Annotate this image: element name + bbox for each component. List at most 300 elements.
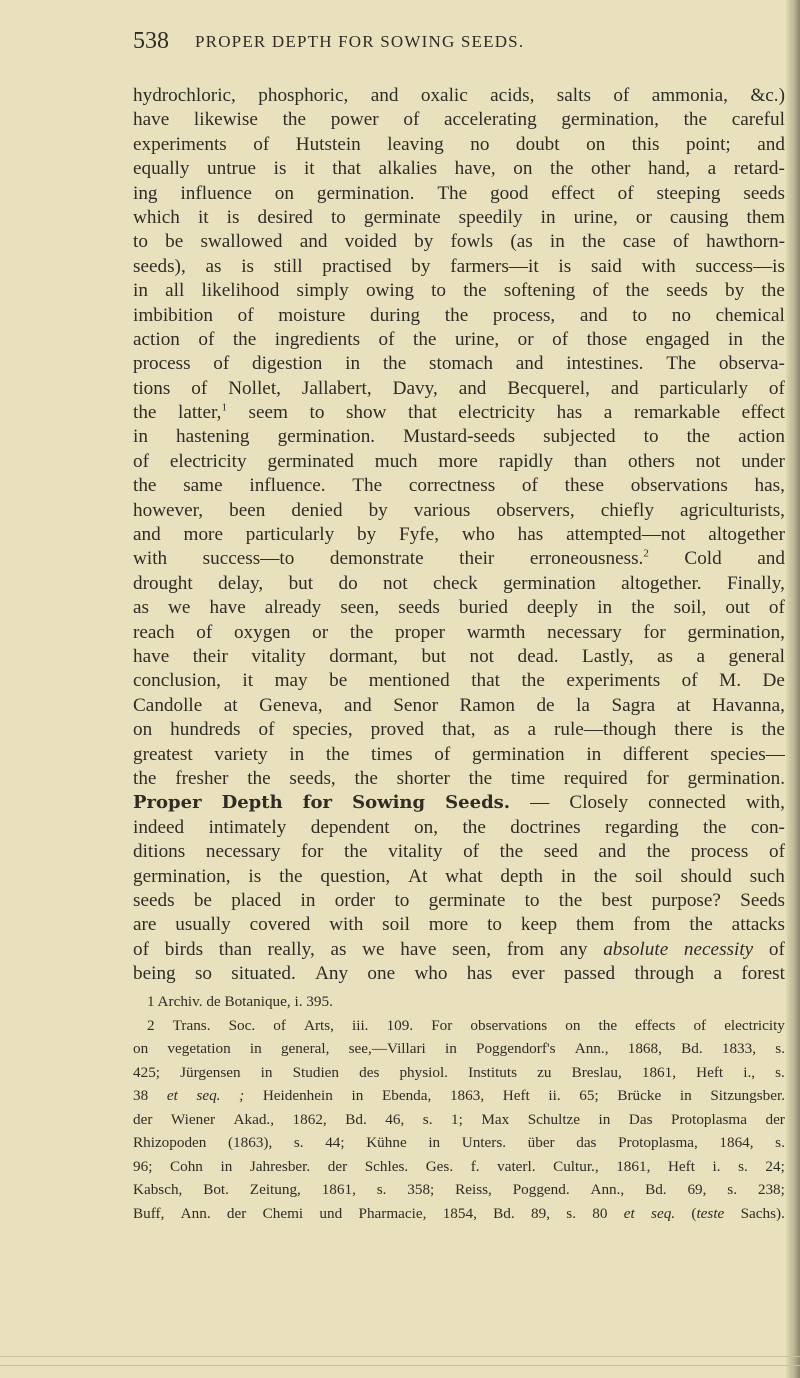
text-segment: Ann., [590, 1181, 625, 1198]
text-segment: intestines. [566, 353, 644, 375]
text-segment: Fyfe, [399, 524, 439, 546]
text-segment: to [309, 402, 325, 424]
text-segment: s. [293, 1134, 304, 1151]
word [775, 1131, 785, 1155]
text-segment: The [666, 353, 697, 375]
text-segment: acids, [490, 85, 535, 106]
word [642, 1061, 676, 1085]
text-segment: the [247, 767, 271, 789]
word [590, 1178, 624, 1202]
text-segment: the [413, 328, 437, 350]
text-segment: on, [414, 816, 439, 838]
text-line [133, 767, 785, 791]
word [564, 962, 615, 986]
text-segment: observations [470, 1016, 548, 1034]
text-line [133, 621, 785, 645]
word [636, 206, 652, 230]
text-segment: stomach [429, 353, 493, 375]
word [633, 913, 670, 937]
word [133, 401, 156, 425]
word [740, 889, 785, 913]
text-line [133, 669, 785, 693]
word [403, 108, 419, 132]
word [133, 621, 175, 645]
text-segment: Finally, [726, 572, 785, 594]
word [652, 889, 721, 913]
text-segment: altogether [708, 524, 785, 546]
word [566, 352, 643, 376]
word [181, 1202, 211, 1226]
word [133, 913, 156, 937]
word [408, 865, 427, 889]
word [234, 1108, 275, 1132]
text-segment: for [646, 767, 669, 789]
word [250, 913, 311, 937]
word [242, 669, 253, 693]
text-segment: Das [628, 1110, 653, 1128]
text-segment: The [352, 475, 383, 497]
word [283, 108, 306, 132]
word [429, 352, 493, 376]
word [554, 718, 656, 742]
text-segment: it [242, 670, 254, 692]
word [727, 1178, 737, 1202]
word [167, 1037, 230, 1061]
text-segment: placed [231, 889, 282, 911]
text-segment: 46, [385, 1110, 405, 1128]
section-heading: Sowing [352, 792, 426, 814]
text-segment: correctness [408, 475, 496, 497]
word [344, 694, 372, 718]
text-segment: no [671, 304, 691, 326]
text-segment: in [289, 743, 305, 765]
text-segment: to [524, 889, 540, 911]
word [632, 133, 660, 157]
text-segment: und [319, 1204, 343, 1222]
text-segment: them [575, 914, 615, 936]
text-segment: at [223, 694, 238, 716]
word [398, 596, 440, 620]
word [510, 230, 532, 254]
word [741, 450, 785, 474]
word [604, 401, 613, 425]
word [437, 182, 467, 206]
word [719, 352, 785, 376]
word [537, 1061, 551, 1085]
text-segment: Cohn [169, 1157, 203, 1175]
word [629, 1108, 653, 1132]
text-line [133, 596, 785, 620]
word [133, 596, 149, 620]
body-text [133, 84, 785, 986]
word [133, 499, 203, 523]
text-segment: or [517, 328, 534, 350]
word [429, 913, 468, 937]
word [684, 938, 753, 962]
word [317, 182, 415, 206]
word [362, 938, 384, 962]
word [732, 913, 785, 937]
text-segment: on [565, 1016, 581, 1034]
word [572, 1061, 622, 1085]
word [660, 377, 748, 401]
word [329, 913, 363, 937]
word [312, 621, 328, 645]
text-segment: 80 [592, 1204, 608, 1222]
word [249, 401, 288, 425]
italic-text: necessity [683, 938, 754, 960]
word [455, 157, 496, 181]
text-line [133, 816, 785, 840]
text-segment: a [527, 719, 536, 741]
word [689, 913, 712, 937]
word [673, 230, 689, 254]
word [628, 1037, 662, 1061]
word [761, 279, 784, 303]
text-segment: Jürgensen [180, 1063, 241, 1081]
word [228, 377, 281, 401]
word [133, 108, 169, 132]
word [133, 450, 149, 474]
text-segment: we [362, 938, 385, 960]
word [500, 865, 543, 889]
text-segment: das [576, 1134, 597, 1151]
word [516, 352, 544, 376]
text-segment: 38 [133, 1087, 149, 1104]
word [322, 255, 391, 279]
word [681, 865, 732, 889]
text-segment: Nollet, [228, 377, 281, 399]
text-segment: Zeitung, [249, 1181, 301, 1198]
text-segment: steeping [656, 182, 721, 204]
word [750, 84, 785, 108]
text-segment: passed [563, 963, 616, 985]
text-segment: s. [738, 1157, 748, 1175]
text-segment: phosphoric, [258, 85, 349, 106]
text-segment: ( [691, 1204, 697, 1222]
text-segment: oxalic [420, 85, 468, 106]
text-segment: in [728, 328, 743, 350]
word [550, 157, 573, 181]
word [450, 255, 538, 279]
word [241, 255, 254, 279]
text-segment: &c.) [750, 85, 785, 106]
word [395, 621, 445, 645]
text-segment: 1861, [616, 1157, 651, 1175]
word [202, 279, 280, 303]
word [329, 645, 398, 669]
word [687, 425, 710, 449]
text-segment: that, [441, 719, 476, 741]
text-segment: Mustard-seeds [403, 426, 516, 448]
word [724, 1014, 785, 1038]
word [765, 1155, 784, 1179]
text-segment: Protoplasma, [618, 1134, 698, 1151]
text-segment: the [686, 426, 711, 448]
word [458, 401, 535, 425]
text-segment: urine, [573, 206, 618, 228]
text-segment: ammonia, [651, 85, 728, 106]
word [133, 523, 161, 547]
text-segment: Rhizopoden [133, 1134, 207, 1151]
text-segment: what [445, 865, 483, 887]
word [233, 328, 256, 352]
word [621, 572, 701, 596]
word [450, 230, 493, 254]
word [459, 596, 508, 620]
text-segment: their [192, 645, 228, 667]
word [647, 840, 670, 864]
text-line [133, 523, 785, 547]
word [366, 1131, 407, 1155]
text-segment: than [218, 938, 252, 960]
text-segment: process [690, 841, 749, 863]
text-segment: to [643, 426, 659, 448]
word [338, 572, 357, 596]
text-segment: the [133, 402, 157, 424]
text-segment: s. [566, 1204, 576, 1222]
text-segment: of [617, 182, 634, 204]
text-segment: influence. [249, 475, 326, 497]
word [632, 304, 647, 328]
text-segment: 1 Archiv. de Botanique, i. 395. [147, 993, 333, 1010]
word [445, 1037, 457, 1061]
text-segment: Sagra [611, 694, 656, 716]
word [133, 889, 175, 913]
text-segment: fresher [175, 767, 229, 789]
text-segment: the [521, 670, 545, 692]
word [147, 1014, 155, 1038]
word [592, 1202, 607, 1226]
text-segment: a [707, 158, 717, 180]
text-segment: on [133, 1040, 149, 1057]
text-segment: and [757, 133, 785, 155]
word [599, 1014, 618, 1038]
text-segment: situated. [231, 963, 296, 985]
text-segment: observations [630, 475, 728, 497]
word [319, 1202, 342, 1226]
text-segment: of [552, 328, 569, 350]
text-segment: various [413, 499, 471, 521]
text-segment: it [197, 206, 209, 228]
word [171, 1108, 215, 1132]
text-segment: but [288, 572, 314, 594]
text-segment: of [768, 841, 785, 863]
text-segment: salts [556, 85, 591, 106]
text-segment: success—is [695, 255, 785, 277]
text-segment: much [374, 450, 418, 472]
text-segment: Bot. [203, 1181, 229, 1198]
word [274, 157, 287, 181]
word [558, 255, 571, 279]
word [725, 279, 744, 303]
running-title: PROPER DEPTH FOR SOWING SEEDS. [195, 32, 525, 51]
section-heading: Proper [133, 792, 202, 814]
word [133, 328, 180, 352]
word [371, 84, 399, 108]
text-segment: times [371, 743, 413, 765]
word [550, 230, 565, 254]
text-segment: Bd. [493, 1204, 515, 1222]
text-segment: process [133, 353, 191, 375]
text-segment: alkalies [378, 158, 438, 180]
text-segment: s. [376, 1181, 387, 1198]
word [731, 718, 744, 742]
word [548, 1084, 560, 1108]
word [133, 694, 202, 718]
text-segment: über [527, 1134, 555, 1151]
word [543, 425, 615, 449]
text-segment: have [133, 645, 170, 667]
text-segment: has [466, 963, 493, 985]
text-segment: point; [685, 133, 731, 155]
word [618, 1131, 698, 1155]
text-segment: Schles. [364, 1157, 409, 1175]
text-segment: required [563, 767, 628, 789]
word [170, 718, 240, 742]
word [507, 377, 590, 401]
text-segment: be [329, 670, 348, 692]
text-segment: by [411, 255, 431, 277]
word [133, 352, 191, 376]
text-segment: we [168, 597, 191, 619]
word [496, 499, 574, 523]
word [525, 889, 540, 913]
word [490, 182, 528, 206]
text-segment: tions [133, 377, 171, 399]
word [719, 669, 741, 693]
text-line [133, 304, 785, 328]
word [494, 718, 510, 742]
word [246, 523, 334, 547]
text-segment: denied [291, 499, 343, 521]
word [566, 523, 685, 547]
text-segment: from [633, 914, 671, 936]
text-segment: no [470, 133, 490, 155]
word [598, 840, 626, 864]
text-segment: Any [315, 963, 349, 985]
word [238, 304, 254, 328]
word [631, 474, 728, 498]
word [393, 694, 438, 718]
word [732, 108, 785, 132]
text-segment: — [530, 792, 550, 814]
word [345, 352, 360, 376]
word [133, 572, 193, 596]
word [369, 499, 388, 523]
text-segment: seeds [133, 889, 175, 911]
word [383, 352, 406, 376]
text-segment: different [622, 743, 689, 765]
text-segment: Jahresber. [249, 1157, 311, 1175]
text-segment: be [165, 231, 184, 253]
text-segment: greatest [133, 743, 193, 765]
word [757, 547, 785, 571]
word [728, 645, 784, 669]
word [309, 401, 324, 425]
text-segment: of [768, 938, 785, 960]
text-segment: ingredients [274, 328, 361, 350]
word [340, 596, 379, 620]
word [133, 938, 149, 962]
word [657, 182, 721, 206]
word [719, 1131, 753, 1155]
word [133, 743, 193, 767]
text-segment: is [241, 255, 255, 277]
text-segment: swallowed [200, 231, 283, 253]
word [521, 913, 557, 937]
text-segment: digestion [252, 353, 323, 375]
text-segment: in [345, 353, 361, 375]
word [684, 108, 707, 132]
word [387, 133, 443, 157]
word [133, 157, 189, 181]
word [591, 157, 630, 181]
text-segment: doctrines [510, 816, 581, 838]
text-segment: ditions [133, 841, 186, 863]
word [511, 767, 545, 791]
word [587, 328, 628, 352]
text-segment: of [237, 304, 254, 326]
text-line [133, 572, 785, 596]
text-line [133, 938, 785, 962]
word [642, 255, 676, 279]
text-segment: and [458, 377, 487, 399]
footnote-line [133, 1155, 785, 1179]
word [354, 767, 377, 791]
text-segment: in [598, 1110, 611, 1128]
word [634, 962, 694, 986]
text-segment: vegetation [167, 1040, 231, 1057]
word [557, 401, 583, 425]
word [743, 182, 785, 206]
text-segment: dormant, [329, 645, 398, 667]
word [445, 791, 510, 815]
text-segment: Protoplasma [671, 1110, 747, 1128]
text-segment: Closely [569, 792, 629, 814]
text-segment: and [370, 85, 399, 106]
text-segment: Heft [502, 1087, 530, 1104]
text-line [133, 108, 785, 132]
text-segment: soil [382, 914, 410, 936]
text-segment: have [209, 597, 246, 619]
text-segment: seen, [340, 597, 380, 619]
text-segment: Ann. [180, 1204, 211, 1222]
text-segment: 44; [325, 1134, 345, 1151]
word [443, 1202, 477, 1226]
text-segment: untrue [207, 158, 257, 180]
text-segment: of [133, 938, 149, 960]
text-segment: the [761, 328, 785, 350]
word [229, 499, 265, 523]
text-segment: than [573, 450, 608, 472]
footnote-line [133, 1131, 785, 1155]
word [734, 157, 785, 181]
text-segment: rapidly [498, 450, 554, 472]
text-segment: those [586, 328, 628, 350]
text-segment: case [622, 231, 656, 253]
text-segment: softening [503, 280, 576, 302]
word [500, 840, 523, 864]
word [399, 1061, 448, 1085]
text-segment: der [133, 1110, 153, 1128]
word [213, 352, 229, 376]
word [301, 840, 323, 864]
text-segment: Heidenhein [262, 1087, 333, 1104]
word [222, 791, 283, 815]
word [261, 1061, 273, 1085]
text-segment: Lastly, [582, 645, 634, 667]
